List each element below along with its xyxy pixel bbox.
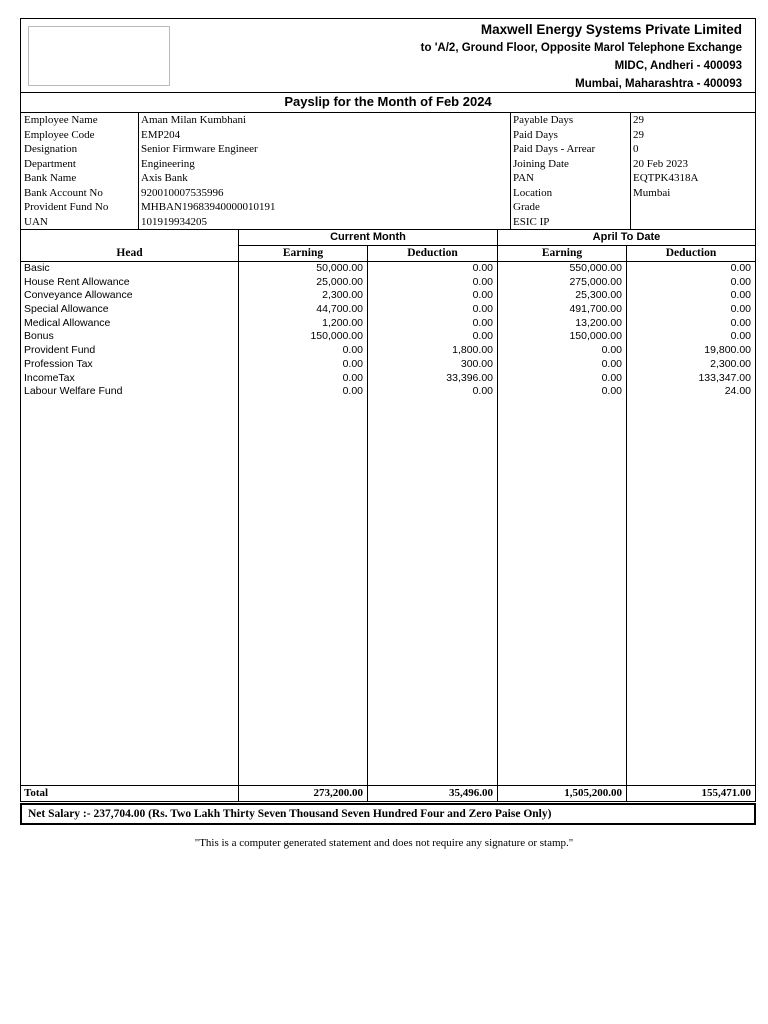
joining-date-value: 20 Feb 2023 <box>633 157 688 170</box>
row-head: IncomeTax <box>24 371 75 384</box>
ytd-deduction: 0.00 <box>730 330 751 343</box>
bank-name-value: Axis Bank <box>141 172 188 184</box>
ytd-earning: 0.00 <box>601 344 622 357</box>
ytd-earning: 550,000.00 <box>569 262 622 274</box>
paid-days-arrear-value: 0 <box>633 143 639 155</box>
total-ytd-deduction: 155,471.00 <box>701 787 751 799</box>
current-earning: 44,700.00 <box>316 303 363 316</box>
current-deduction-header: Deduction <box>407 247 458 259</box>
current-earning: 25,000.00 <box>316 275 363 288</box>
info-label: Employee Name <box>24 114 98 126</box>
company-block <box>421 21 742 93</box>
row-head: Basic <box>24 262 50 274</box>
current-earning-header: Earning <box>282 247 324 259</box>
table-row <box>21 344 755 358</box>
info-label: Location <box>513 186 553 199</box>
current-deduction: 0.00 <box>472 316 493 329</box>
ytd-earning: 275,000.00 <box>569 275 622 288</box>
table-row <box>21 276 755 290</box>
employee-right-values <box>630 113 755 229</box>
ytd-deduction: 0.00 <box>730 289 751 302</box>
ytd-earning: 0.00 <box>601 371 622 384</box>
current-deduction: 300.00 <box>460 357 493 370</box>
info-label: PAN <box>513 172 534 184</box>
employee-right-labels <box>510 113 630 229</box>
info-label: Paid Days <box>513 128 558 141</box>
info-label: Provident Fund No <box>24 201 109 213</box>
current-deduction: 0.00 <box>472 262 493 274</box>
provident-fund-value: MHBAN19683940000010191 <box>141 201 276 213</box>
current-earning: 0.00 <box>342 357 363 370</box>
table-row <box>21 303 755 317</box>
current-deduction: 1,800.00 <box>452 344 493 357</box>
pan-value: EQTPK4318A <box>633 172 699 184</box>
info-label: Payable Days <box>513 114 574 126</box>
head-column-header: Head <box>116 247 143 259</box>
info-label: ESIC IP <box>513 215 550 228</box>
grade-value <box>630 200 755 215</box>
table-row <box>21 372 755 386</box>
company-address-line-1: to 'A/2, Ground Floor, Opposite Marol Telephone Exchange <box>420 42 742 54</box>
info-label: Joining Date <box>513 157 569 170</box>
department-value: Engineering <box>141 157 195 170</box>
total-current-deduction: 35,496.00 <box>449 787 493 799</box>
payslip-sheet <box>20 18 756 825</box>
row-head: Bonus <box>24 330 54 343</box>
total-row <box>21 786 755 801</box>
row-head: Conveyance Allowance <box>24 289 133 302</box>
ytd-deduction: 0.00 <box>730 262 751 274</box>
footer-note: "This is a computer generated statement and does not require any signature or stamp." <box>194 837 574 849</box>
current-earning: 0.00 <box>342 344 363 357</box>
ytd-earning: 13,200.00 <box>575 316 622 329</box>
bank-account-value: 920010007535996 <box>141 186 224 199</box>
row-head: Profession Tax <box>24 357 93 370</box>
table-row <box>21 289 755 303</box>
current-earning: 50,000.00 <box>316 262 363 274</box>
ytd-earning-header: Earning <box>541 247 583 259</box>
company-address-line-3: Mumbai, Maharashtra - 400093 <box>575 78 742 90</box>
payslip-header <box>20 18 756 93</box>
ytd-earning: 150,000.00 <box>569 330 622 343</box>
employee-code-value: EMP204 <box>141 128 181 141</box>
row-head: Medical Allowance <box>24 316 111 329</box>
row-head: Special Allowance <box>24 303 109 316</box>
info-label: Bank Account No <box>24 186 103 199</box>
table-row <box>21 385 755 399</box>
ytd-deduction: 19,800.00 <box>704 344 751 357</box>
salary-rows <box>21 262 755 399</box>
payslip-title: Payslip for the Month of Feb 2024 <box>20 93 756 113</box>
ytd-deduction: 133,347.00 <box>698 371 751 384</box>
employee-name-value: Aman Milan Kumbhani <box>141 114 247 126</box>
payable-days-value: 29 <box>633 114 644 126</box>
info-label: UAN <box>24 215 48 228</box>
current-deduction: 0.00 <box>472 385 493 398</box>
company-logo-placeholder <box>28 26 170 86</box>
table-row <box>21 330 755 344</box>
ytd-deduction: 2,300.00 <box>710 357 751 370</box>
paid-days-value: 29 <box>633 128 644 141</box>
info-label: Designation <box>24 143 78 155</box>
info-label: Paid Days - Arrear <box>513 143 596 155</box>
table-row <box>21 262 755 276</box>
total-current-earning: 273,200.00 <box>313 787 363 799</box>
row-head: Provident Fund <box>24 344 96 357</box>
current-deduction: 0.00 <box>472 330 493 343</box>
company-address-line-2: MIDC, Andheri - 400093 <box>614 60 742 72</box>
info-label: Grade <box>513 201 540 213</box>
net-salary: Net Salary :- 237,704.00 (Rs. Two Lakh Thirty Seven Thousand Seven Hundred Four and Zero Paise Only) <box>20 803 756 825</box>
current-deduction: 33,396.00 <box>446 371 493 384</box>
ytd-earning: 491,700.00 <box>569 303 622 316</box>
table-row <box>21 358 755 372</box>
ytd-deduction: 0.00 <box>730 275 751 288</box>
info-label: Employee Code <box>24 128 95 141</box>
ytd-deduction: 0.00 <box>730 303 751 316</box>
current-earning: 1,200.00 <box>322 316 363 329</box>
total-label: Total <box>24 787 49 799</box>
employee-info <box>20 113 756 230</box>
salary-table <box>20 230 756 802</box>
current-earning: 2,300.00 <box>322 289 363 302</box>
uan-value: 101919934205 <box>141 215 207 228</box>
current-deduction: 0.00 <box>472 289 493 302</box>
employee-left-values <box>138 113 510 229</box>
total-ytd-earning: 1,505,200.00 <box>564 787 622 799</box>
current-month-header: Current Month <box>330 231 406 243</box>
row-head: House Rent Allowance <box>24 275 130 288</box>
row-head: Labour Welfare Fund <box>24 385 123 398</box>
esic-ip-value <box>630 215 755 230</box>
ytd-earning: 25,300.00 <box>575 289 622 302</box>
current-earning: 150,000.00 <box>310 330 363 343</box>
location-value: Mumbai <box>633 186 671 199</box>
april-to-date-header: April To Date <box>592 231 661 243</box>
current-deduction: 0.00 <box>472 303 493 316</box>
ytd-earning: 0.00 <box>601 385 622 398</box>
info-label: Bank Name <box>24 172 77 184</box>
ytd-earning: 0.00 <box>601 357 622 370</box>
table-row <box>21 317 755 331</box>
info-label: Department <box>24 157 76 170</box>
company-name: Maxwell Energy Systems Private Limited <box>480 22 742 37</box>
ytd-deduction-header: Deduction <box>665 247 717 259</box>
current-deduction: 0.00 <box>472 275 493 288</box>
ytd-deduction: 24.00 <box>724 385 751 398</box>
current-earning: 0.00 <box>342 385 363 398</box>
employee-left-labels <box>21 113 138 229</box>
ytd-deduction: 0.00 <box>730 316 751 329</box>
designation-value: Senior Firmware Engineer <box>141 143 258 155</box>
current-earning: 0.00 <box>342 371 363 384</box>
